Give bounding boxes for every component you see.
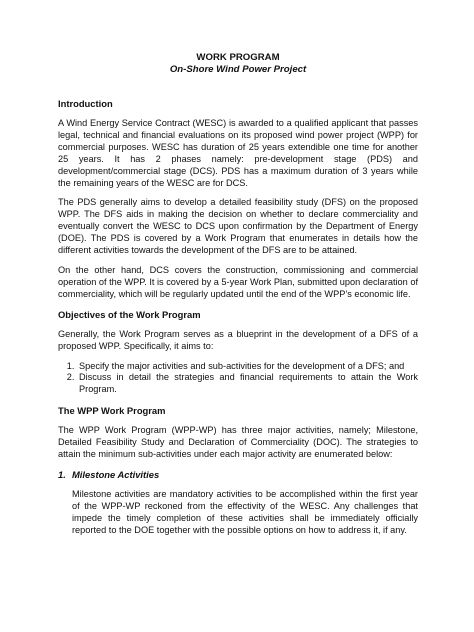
introduction-paragraph-1: A Wind Energy Service Contract (WESC) is awarded to a qualified applicant that passes legal, technical and financial evaluations on its proposed wind power project (WPP) for commercial purposes. WESC has duration of 25 years extendible one time for another 25 years. It has 2 phases namely: pre-development stage (PDS) and development/commercial stage (DCS). PDS has a maximum duration of 3 years while the remaining years of the WESC are for DCS.: [58, 118, 418, 188]
document-title: WORK PROGRAM: [196, 52, 280, 63]
objective-item-2: 2. Discuss in detail the strategies and financial requirements to attain the Work Program.: [77, 372, 418, 396]
document-subtitle: On-Shore Wind Power Project: [169, 64, 307, 75]
milestone-heading-text: Milestone Activities: [72, 468, 160, 480]
objectives-intro: Generally, the Work Program serves as a blueprint in the development of a DFS of a proposed WPP. Specifically, it aims to:: [58, 328, 418, 351]
introduction-paragraph-3: On the other hand, DCS covers the construction, commissioning and commercial operation of the WPP. It is covered by a 5-year Work Plan, submitted upon declaration of commerciality, which will be regularly updated until the end of the WPP’s economic life.: [58, 264, 418, 299]
milestone-paragraph: Milestone activities are mandatory activities to be accomplished within the first year of the WPP-WP reckoned from the effectivity of the WESC. Any challenges that impede the timely completion of these activities shall be immediately officially reported to the DOE together with the possible options on how to address it, if any.: [72, 488, 418, 535]
objectives-list: [58, 361, 418, 397]
wpp-work-program-paragraph: The WPP Work Program (WPP-WP) has three major activities, namely; Milestone, Detailed Feasibility Study and Declaration of Commerciality (DOC). The strategies to attain the minimum sub-activities under each major activity are enumerated below:: [58, 425, 418, 460]
objective-item-1: 1. Specify the major activities and sub-activities for the development of a DFS; and: [77, 361, 418, 373]
milestone-heading: [58, 469, 418, 481]
milestone-number: 1.: [58, 468, 66, 480]
introduction-heading: Introduction: [58, 98, 113, 109]
document-page: [58, 52, 418, 545]
wpp-work-program-heading: The WPP Work Program: [58, 405, 166, 417]
objectives-heading: Objectives of the Work Program: [58, 308, 201, 320]
introduction-paragraph-2: The PDS generally aims to develop a detailed feasibility study (DFS) on the proposed WPP. The DFS aids in making the decision on whether to declare commerciality and eventually convert the WESC to DCS upon confirmation by the Department of Energy (DOE). The PDS is covered by a Work Program that enumerates in details how the different activities towards the development of the DFS are to be attained.: [58, 197, 418, 256]
